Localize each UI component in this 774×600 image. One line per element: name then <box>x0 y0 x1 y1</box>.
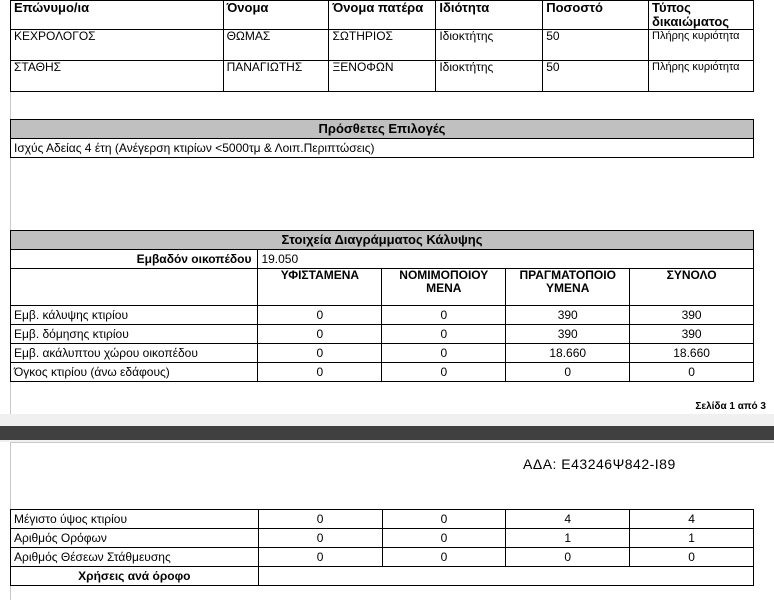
value-cell: 390 <box>506 306 630 325</box>
value-cell: 0 <box>506 363 630 382</box>
col-existing: ΥΦΙΣΤΑΜΕΝΑ <box>258 269 382 306</box>
coverage-title: Στοιχεία Διαγράμματος Κάλυψης <box>11 231 754 250</box>
table-row <box>11 30 754 61</box>
page-number: Σελίδα 1 από 3 <box>695 401 766 412</box>
owner-capacity: Ιδιοκτήτης <box>436 61 543 92</box>
row-label: Εμβ. κάλυψης κτιρίου <box>11 306 258 325</box>
owners-header-row <box>11 1 754 30</box>
col-total: ΣΥΝΟΛΟ <box>630 269 754 306</box>
owners-table <box>10 0 754 92</box>
table-row <box>11 363 754 382</box>
value-cell: 0 <box>258 529 382 548</box>
table-row <box>11 344 754 363</box>
table-row <box>11 325 754 344</box>
plot-area-value: 19.050 <box>258 250 754 269</box>
value-cell: 390 <box>630 306 754 325</box>
coverage-table <box>10 230 754 382</box>
value-cell: 390 <box>506 325 630 344</box>
value-cell: 0 <box>258 548 382 567</box>
owner-surname: ΣΤΑΘΗΣ <box>11 61 224 92</box>
value-cell: 0 <box>382 325 506 344</box>
owner-name: ΠΑΝΑΓΙΩΤΗΣ <box>223 61 329 92</box>
table-row <box>11 306 754 325</box>
owner-percentage: 50 <box>543 61 649 92</box>
value-cell: 18.660 <box>630 344 754 363</box>
table-row <box>11 510 754 529</box>
value-cell: 1 <box>630 529 754 548</box>
coverage-header-row <box>11 269 754 306</box>
value-cell: 0 <box>382 548 506 567</box>
col-realized: ΠΡΑΓΜΑΤΟΠΟΙΟ ΥΜΕΝΑ <box>506 269 630 306</box>
value-cell: 390 <box>630 325 754 344</box>
coverage-continued-table <box>10 509 754 586</box>
value-cell: 4 <box>630 510 754 529</box>
owner-father: ΣΩΤΗΡΙΟΣ <box>329 30 436 61</box>
owner-percentage: 50 <box>543 30 649 61</box>
col-percentage: Ποσοστό <box>543 1 649 30</box>
uses-label: Χρήσεις ανά όροφο <box>11 567 259 586</box>
value-cell: 1 <box>506 529 630 548</box>
value-cell: 18.660 <box>506 344 630 363</box>
value-cell: 0 <box>382 363 506 382</box>
extras-title: Πρόσθετες Επιλογές <box>11 120 754 139</box>
uses-row <box>11 567 754 586</box>
value-cell: 0 <box>258 363 382 382</box>
extras-table <box>10 119 754 158</box>
owner-capacity: Ιδιοκτήτης <box>436 30 543 61</box>
plot-area-row <box>11 250 754 269</box>
value-cell: 0 <box>382 529 506 548</box>
owner-surname: ΚΕΧΡΟΛΟΓΟΣ <box>11 30 224 61</box>
value-cell: 0 <box>258 344 382 363</box>
empty-header-cell <box>11 269 258 306</box>
col-capacity: Ιδιότητα <box>436 1 543 30</box>
plot-area-label: Εμβαδόν οικοπέδου <box>11 250 258 269</box>
table-row <box>11 548 754 567</box>
col-legalized: ΝΟΜΙΜΟΠΟΙΟΥ ΜΕΝΑ <box>382 269 506 306</box>
col-father: Όνομα πατέρα <box>329 1 436 30</box>
value-cell: 0 <box>630 363 754 382</box>
owner-right-type: Πλήρης κυριότητα <box>649 61 754 92</box>
row-label: Μέγιστο ύψος κτιρίου <box>11 510 259 529</box>
row-label: Όγκος κτιρίου (άνω εδάφους) <box>11 363 258 382</box>
value-cell: 0 <box>258 325 382 344</box>
col-surname: Επώνυμο/ια <box>11 1 224 30</box>
owner-name: ΘΩΜΑΣ <box>223 30 329 61</box>
value-cell: 4 <box>506 510 630 529</box>
page-separator <box>0 426 774 440</box>
value-cell: 0 <box>630 548 754 567</box>
ada-code: ΑΔΑ: Ε43246Ψ842-Ι89 <box>523 456 676 472</box>
page-gap <box>0 414 774 426</box>
value-cell: 0 <box>258 306 382 325</box>
table-row <box>11 529 754 548</box>
value-cell: 0 <box>506 548 630 567</box>
value-cell: 0 <box>382 344 506 363</box>
uses-value <box>258 567 753 586</box>
row-label: Εμβ. δόμησης κτιρίου <box>11 325 258 344</box>
value-cell: 0 <box>382 510 506 529</box>
value-cell: 0 <box>382 306 506 325</box>
table-row <box>11 61 754 92</box>
col-right-type: Τύπος δικαιώματος <box>649 1 754 30</box>
owner-right-type: Πλήρης κυριότητα <box>649 30 754 61</box>
value-cell: 0 <box>258 510 382 529</box>
extras-text: Ισχύς Αδείας 4 έτη (Ανέγερση κτιρίων <5000τμ & Λοιπ.Περιπτώσεις) <box>11 139 754 158</box>
row-label: Εμβ. ακάλυπτου χώρου οικοπέδου <box>11 344 258 363</box>
col-name: Όνομα <box>223 1 329 30</box>
row-label: Αριθμός Ορόφων <box>11 529 259 548</box>
row-label: Αριθμός Θέσεων Στάθμευσης <box>11 548 259 567</box>
owner-father: ΞΕΝΟΦΩΝ <box>329 61 436 92</box>
